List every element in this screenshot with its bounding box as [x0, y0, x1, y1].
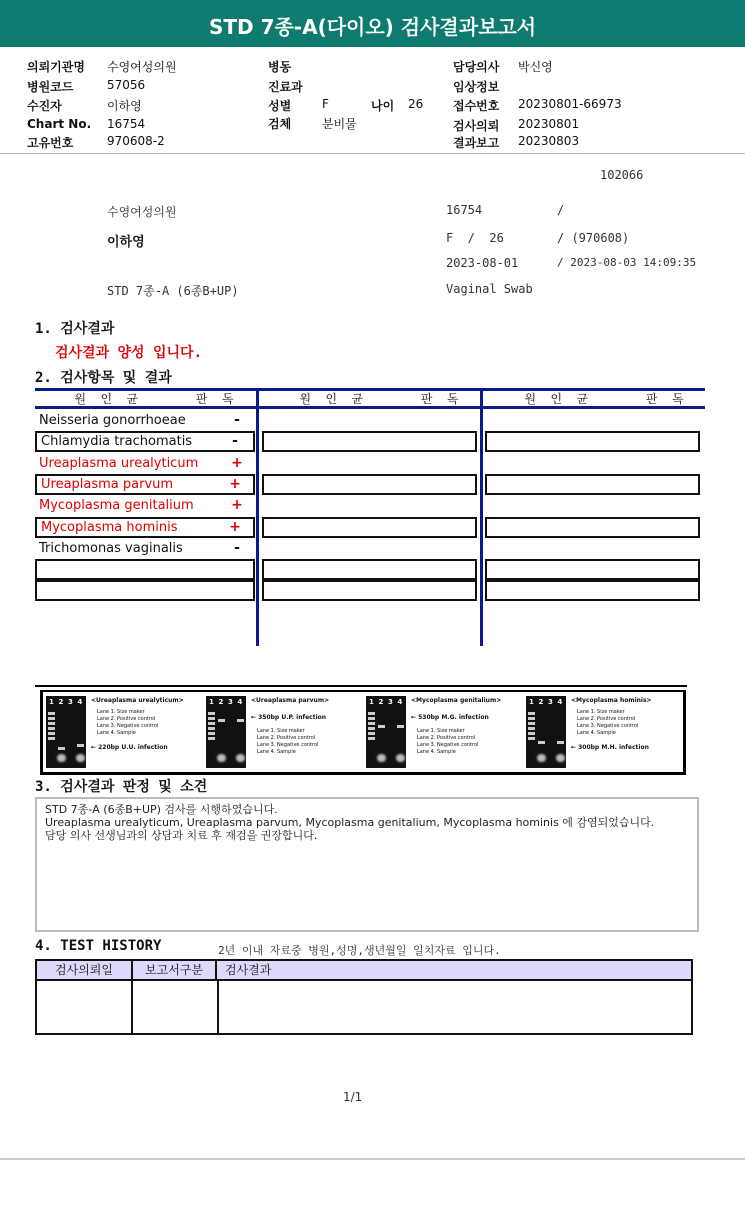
summary-birth: / (970608): [557, 231, 630, 245]
empty-result-cell: [262, 474, 477, 495]
col-request-date: 검사의뢰일: [37, 961, 133, 979]
lane-legend-item: Lane 3. Negative control: [417, 742, 479, 748]
ladder-band: [48, 737, 55, 740]
lane-number: 1: [529, 698, 534, 706]
opinion-box: [35, 797, 699, 932]
result-row: [35, 538, 255, 559]
lane-number: 1: [49, 698, 54, 706]
sample-band: [557, 741, 564, 744]
label-hospital-code: 병원코드: [27, 80, 74, 94]
lane-number: 2: [218, 698, 224, 706]
primer-dimer: [57, 754, 66, 762]
empty-result-cell: [35, 580, 255, 601]
empty-result-cell: [35, 559, 255, 580]
lane-legend-item: Lane 1. Size maker: [257, 728, 305, 734]
label-clinical: 임상정보: [453, 80, 500, 94]
page-number: 1/1: [343, 1090, 363, 1104]
positive-band: [218, 719, 225, 722]
lane-legend-item: Lane 2. Positive control: [97, 716, 156, 722]
lane-legend-item: Lane 4. Sample: [577, 730, 616, 736]
sex-value: F: [322, 97, 329, 111]
gel-title: <Mycoplasma genitalium>: [411, 697, 502, 704]
history-header-row: [37, 961, 691, 981]
section3-title: 3. 검사결과 판정 및 소견: [35, 779, 208, 795]
lane-number: 3: [388, 698, 393, 706]
organism-name: Trichomonas vaginalis: [39, 540, 183, 556]
lane-number: 1: [209, 698, 214, 706]
lane-legend-item: Lane 4. Sample: [97, 730, 136, 736]
ladder-band: [208, 717, 215, 720]
ladder-band: [48, 712, 55, 715]
ladder-band: [528, 727, 535, 730]
result-sign: -: [234, 539, 240, 556]
ladder-band: [48, 727, 55, 730]
divider: [35, 685, 687, 687]
column-header: 원 인 균 판 독: [60, 392, 234, 406]
empty-result-cell: [485, 580, 700, 601]
ladder-band: [368, 712, 375, 715]
label-sex: 성별: [268, 99, 292, 113]
history-note: 2년 이내 자료중 병원,성명,생년월일 일치자료 입니다.: [218, 944, 501, 957]
ladder-band: [208, 727, 215, 730]
lane-number: 3: [548, 698, 553, 706]
ladder-band: [528, 717, 535, 720]
summary-date-received: 2023-08-01: [446, 256, 519, 270]
label-doctor: 담당의사: [453, 60, 500, 74]
lane-legend: [577, 709, 638, 737]
lane-legend: [417, 728, 478, 756]
lane-legend-item: Lane 4. Sample: [417, 749, 456, 755]
ladder-band: [368, 737, 375, 740]
lane-number: 3: [68, 698, 73, 706]
ladder-band: [208, 732, 215, 735]
positive-band: [538, 741, 545, 744]
result-positive: 검사결과 양성 입니다.: [55, 345, 203, 361]
lane-legend-item: Lane 2. Positive control: [257, 735, 316, 741]
result-row: [35, 495, 255, 516]
ladder-band: [48, 722, 55, 725]
divider: [0, 153, 745, 154]
page-bottom-divider: [0, 1158, 745, 1160]
gel-title: <Ureaplasma parvum>: [251, 697, 330, 704]
result-row: [35, 453, 255, 474]
opinion-line: 담당 의사 선생님과의 상담과 치료 후 재검을 권장합니다.: [45, 829, 318, 842]
col-report-type: 보고서구분: [133, 961, 217, 979]
result-sign: -: [232, 433, 238, 450]
column-divider: [480, 389, 483, 646]
result-sign: -: [234, 412, 240, 428]
ladder-band: [368, 717, 375, 720]
label-age: 나이: [371, 99, 395, 113]
ladder-band: [208, 712, 215, 715]
lane-legend-item: Lane 1. Size maker: [97, 709, 145, 715]
gel-image: [206, 696, 246, 768]
organism-name: Mycoplasma hominis: [41, 519, 178, 535]
label-chart-no: Chart No.: [27, 117, 92, 131]
gel-annotation: ← 300bp M.H. infection: [571, 744, 649, 751]
result-row: [35, 517, 255, 538]
sample-band: [237, 719, 244, 722]
col-result: 검사결과: [225, 963, 272, 977]
gel-image: [46, 696, 86, 768]
column-header: 원 인 균 판 독: [510, 392, 684, 406]
empty-result-cell: [485, 517, 700, 538]
ladder-band: [528, 737, 535, 740]
summary-slash: /: [557, 203, 565, 217]
ladder-band: [528, 722, 535, 725]
positive-band: [378, 725, 385, 728]
result-sign: +: [229, 518, 241, 535]
ladder-band: [48, 732, 55, 735]
primer-dimer: [236, 754, 245, 762]
ladder-band: [528, 732, 535, 735]
label-request-date: 검사의뢰: [453, 119, 500, 133]
primer-dimer: [396, 754, 405, 762]
gel-title: <Mycoplasma hominis>: [571, 697, 652, 704]
summary-test: STD 7종-A (6종B+UP): [107, 284, 239, 298]
chart-no-value: 16754: [107, 117, 146, 131]
label-dept: 진료과: [268, 80, 303, 94]
opinion-line: Ureaplasma urealyticum, Ureaplasma parvum, Mycoplasma genitalium, Mycoplasma hominis 에 감염되었습니다.: [45, 816, 655, 829]
doctor-value: 박신영: [518, 60, 553, 74]
label-report-date: 결과보고: [453, 136, 500, 150]
empty-result-cell: [262, 580, 477, 601]
history-table: [35, 959, 693, 1035]
ladder-band: [208, 737, 215, 740]
hospital-code-value: 57056: [107, 78, 146, 92]
unique-no-value: 970608-2: [107, 134, 165, 148]
label-institution: 의뢰기관명: [27, 60, 85, 74]
lane-legend-item: Lane 4. Sample: [257, 749, 296, 755]
ladder-band: [368, 727, 375, 730]
result-row: [35, 431, 255, 452]
lane-number: 2: [378, 698, 384, 706]
ladder-band: [208, 722, 215, 725]
empty-result-cell: [485, 559, 700, 580]
summary-date-reported: / 2023-08-03 14:09:35: [557, 256, 697, 269]
report-date-value: 20230803: [518, 134, 580, 148]
gel-image: [366, 696, 406, 768]
age-value: 26: [408, 97, 424, 111]
result-row: [35, 474, 255, 495]
result-row: [35, 410, 255, 431]
lane-number: 3: [228, 698, 233, 706]
lane-legend-item: Lane 2. Positive control: [417, 735, 476, 741]
summary-specimen: Vaginal Swab: [446, 282, 533, 296]
summary-sex-age: F / 26: [446, 231, 504, 245]
label-specimen: 검체: [268, 117, 292, 131]
sample-band: [77, 744, 84, 747]
divider: [217, 981, 219, 1033]
summary-chart: 16754: [446, 203, 483, 217]
ladder-band: [368, 722, 375, 725]
result-sign: +: [231, 497, 243, 514]
section1-title: 1. 검사결과: [35, 321, 115, 337]
empty-result-cell: [262, 431, 477, 452]
label-receipt: 접수번호: [453, 99, 500, 113]
gel-annotation: ← 350bp U.P. infection: [251, 714, 327, 721]
ladder-band: [48, 717, 55, 720]
section2-title: 2. 검사항목 및 결과: [35, 370, 172, 386]
doc-id: 102066: [600, 168, 644, 182]
specimen-value: 분비물: [322, 117, 357, 131]
lane-number: 1: [369, 698, 374, 706]
organism-name: Ureaplasma parvum: [41, 476, 174, 492]
lane-legend-item: Lane 1. Size maker: [577, 709, 625, 715]
sample-band: [397, 725, 404, 728]
primer-dimer: [537, 754, 546, 762]
opinion-line: STD 7종-A (6종B+UP) 검사를 시행하였습니다.: [45, 803, 278, 816]
label-unique-no: 고유번호: [27, 136, 74, 150]
positive-band: [58, 747, 65, 750]
result-sign: +: [231, 454, 243, 471]
empty-result-cell: [485, 431, 700, 452]
ladder-band: [368, 732, 375, 735]
lane-legend-item: Lane 3. Negative control: [257, 742, 319, 748]
institution-value: 수영여성의원: [107, 60, 177, 74]
column-header: 원 인 균 판 독: [285, 392, 459, 406]
column-divider: [256, 389, 259, 646]
organism-name: Ureaplasma urealyticum: [39, 455, 199, 471]
lane-legend-item: Lane 3. Negative control: [577, 723, 639, 729]
lane-number: 4: [237, 698, 243, 706]
empty-result-cell: [485, 474, 700, 495]
lane-legend-item: Lane 1. Size maker: [417, 728, 465, 734]
gel-annotation: ← 530bp M.G. infection: [411, 714, 489, 721]
primer-dimer: [377, 754, 386, 762]
lane-number: 2: [538, 698, 544, 706]
lane-legend-item: Lane 2. Positive control: [577, 716, 636, 722]
label-ward: 병동: [268, 60, 292, 74]
summary-name: 이하영: [107, 235, 145, 250]
organism-name: Chlamydia trachomatis: [41, 434, 193, 450]
receipt-value: 20230801-66973: [518, 97, 622, 111]
organism-name: Mycoplasma genitalium: [39, 498, 194, 514]
label-patient: 수진자: [27, 99, 62, 113]
gel-title: <Ureaplasma urealyticum>: [91, 697, 184, 704]
lane-legend-item: Lane 3. Negative control: [97, 723, 159, 729]
section4-title: 4. TEST HISTORY: [35, 938, 162, 954]
lane-number: 2: [58, 698, 64, 706]
primer-dimer: [76, 754, 85, 762]
ladder-band: [528, 712, 535, 715]
lane-legend: [97, 709, 158, 737]
lane-number: 4: [77, 698, 83, 706]
empty-result-cell: [262, 517, 477, 538]
divider: [131, 981, 133, 1033]
lane-legend: [257, 728, 318, 756]
request-date-value: 20230801: [518, 117, 580, 131]
patient-value: 이하영: [107, 99, 142, 113]
primer-dimer: [556, 754, 565, 762]
lane-number: 4: [557, 698, 563, 706]
empty-result-cell: [262, 559, 477, 580]
report-title: STD 7종-A(다이오) 검사결과보고서: [0, 0, 745, 47]
gel-image: [526, 696, 566, 768]
organism-name: Neisseria gonorrhoeae: [39, 413, 186, 428]
gel-annotation: ← 220bp U.U. infection: [91, 744, 168, 751]
summary-institution: 수영여성의원: [107, 205, 177, 219]
primer-dimer: [217, 754, 226, 762]
gel-images-strip: [40, 690, 686, 775]
result-sign: +: [229, 475, 241, 492]
lane-number: 4: [397, 698, 403, 706]
